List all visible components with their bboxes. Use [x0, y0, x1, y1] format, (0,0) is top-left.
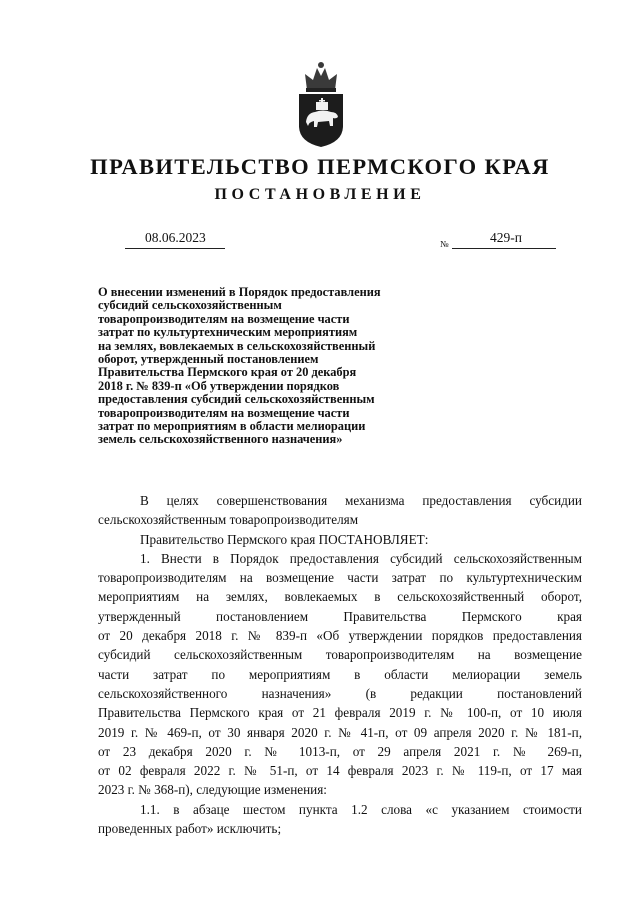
subject-line: Правительства Пермского края от 20 декабря: [98, 365, 357, 380]
body-line: сельскохозяйственным товаропроизводителям: [98, 512, 359, 528]
body-line: от 20 декабря 2018 г. № 839-п «Об утверждении порядков предоставления: [98, 628, 582, 644]
body-line: Правительство Пермского края ПОСТАНОВЛЯЕТ:: [140, 531, 429, 547]
body-line: от 23 декабря 2020 г. № 1013-п, от 29 апреля 2021 г. № 269-п,: [98, 743, 582, 759]
number-sign: №: [440, 239, 449, 249]
government-title: ПРАВИТЕЛЬСТВО ПЕРМСКОГО КРАЯ: [90, 154, 550, 179]
body-line: от 02 февраля 2022 г. № 51-п, от 14 февраля 2023 г. № 119-п, от 17 мая: [98, 763, 582, 779]
subject-line: товаропроизводителям на возмещение части: [98, 311, 350, 326]
document-body: [98, 491, 582, 838]
subject-line: земель сельскохозяйственного назначения»: [98, 432, 343, 447]
body-line: 1.1. в абзаце шестом пункта 1.2 слова «с указанием стоимости: [140, 801, 582, 817]
subject-line: предоставления субсидий сельскохозяйственным: [98, 392, 375, 407]
document-number: 429-п: [490, 230, 522, 245]
subject-line: оборот, утвержденный постановлением: [98, 352, 319, 367]
body-line: субсидий сельскохозяйственным товаропроизводителям на возмещение: [98, 647, 582, 663]
body-line: В целях совершенствования механизма предоставления субсидии: [140, 493, 582, 508]
body-line: сельскохозяйственного назначения» (в редакции постановлений: [98, 685, 582, 701]
body-line: товаропроизводителям на возмещение части затрат по культуртехническим: [98, 570, 582, 586]
body-line: мероприятиям на землях, вовлекаемых в сельскохозяйственный оборот,: [98, 589, 582, 605]
subject-line: О внесении изменений в Порядок предоставления: [98, 285, 381, 299]
document-subject: [98, 286, 468, 447]
subject-line: на землях, вовлекаемых в сельскохозяйственный: [98, 338, 376, 353]
document-type: ПОСТАНОВЛЕНИЕ: [214, 186, 426, 203]
number-underline: [452, 248, 556, 249]
body-line: 2019 г. № 469-п, от 30 января 2020 г. № 41-п, от 09 апреля 2020 г. № 181-п,: [98, 724, 582, 740]
subject-line: товаропроизводителям на возмещение части: [98, 405, 350, 420]
subject-line: субсидий сельскохозяйственным: [98, 298, 282, 313]
body-line: Правительства Пермского края от 21 февраля 2019 г. № 100-п, от 10 июля: [98, 705, 582, 721]
body-line: части затрат по мероприятиям в области мелиорации земель: [98, 666, 582, 682]
subject-line: затрат по мероприятиям в области мелиорации: [98, 419, 366, 434]
subject-line: 2018 г. № 839-п «Об утверждении порядков: [98, 378, 340, 393]
body-line: 1. Внести в Порядок предоставления субсидий сельскохозяйственным: [140, 550, 582, 566]
date-underline: [125, 248, 225, 249]
document-date: 08.06.2023: [145, 230, 206, 245]
perm-krai-coat-of-arms-icon: [293, 60, 349, 148]
body-line: проведенных работ» исключить;: [98, 821, 282, 837]
body-line: 2023 г. № 368-п), следующие изменения:: [98, 782, 327, 798]
body-line: утвержденный постановлением Правительства Пермского края: [98, 608, 582, 624]
subject-line: затрат по культуртехническим мероприятиям: [98, 325, 358, 340]
